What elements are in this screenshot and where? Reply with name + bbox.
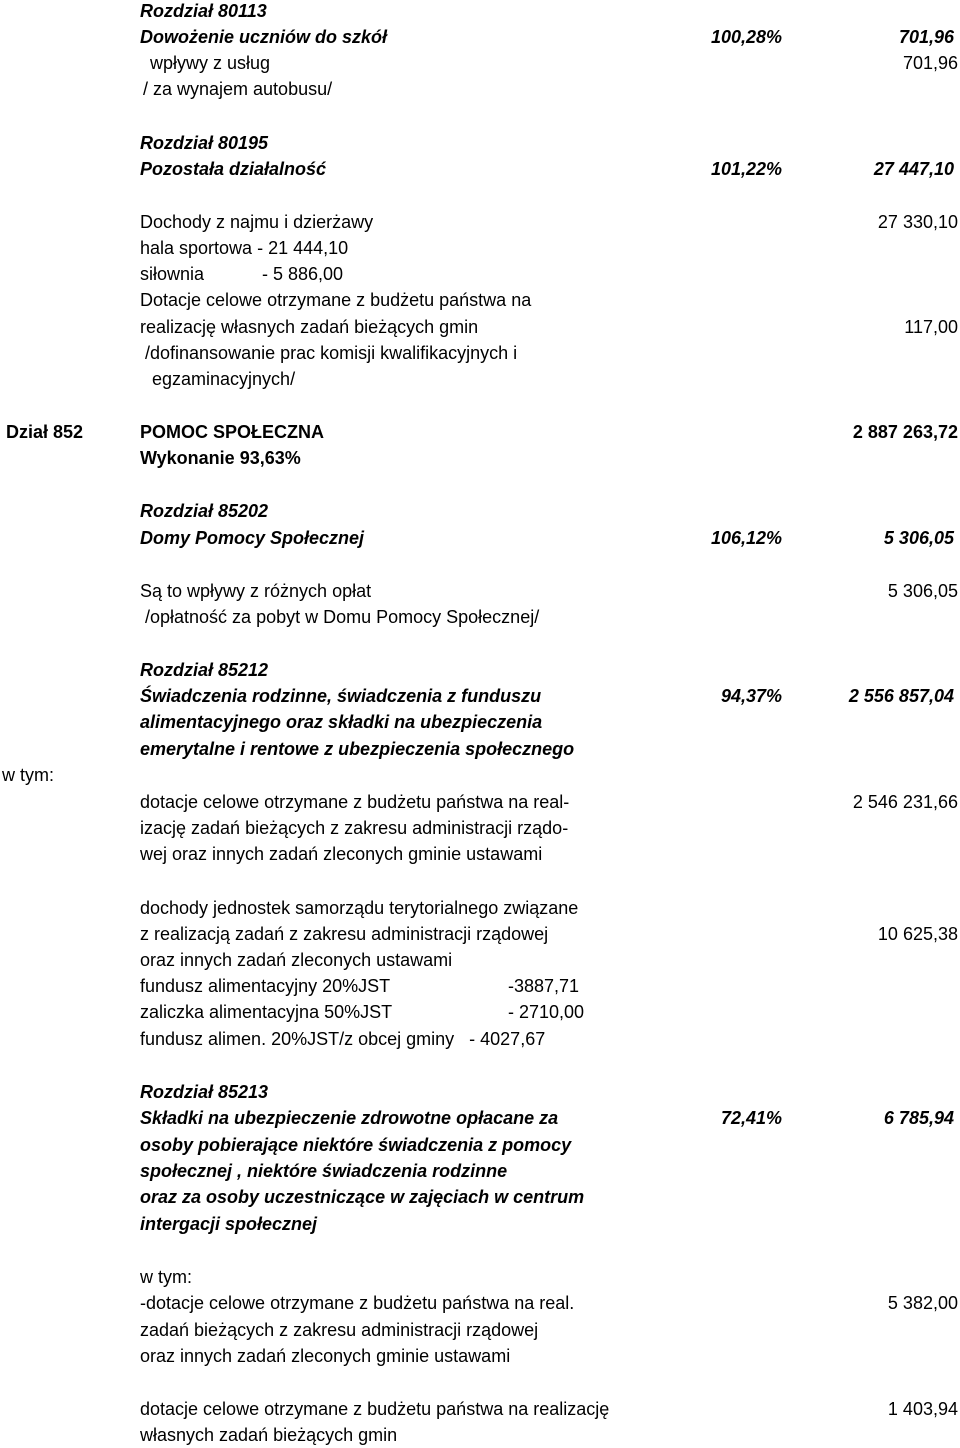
line-text: zaliczka alimentacyjna 50%JST: [140, 1002, 393, 1022]
line-value: 117,00: [904, 317, 958, 337]
line-value: 10 625,38: [877, 924, 958, 944]
line-text: Są to wpływy z różnych opłat: [140, 581, 372, 601]
section-heading: Rozdział 85213: [140, 1082, 269, 1102]
line-text: oraz innych zadań zleconych gminie ustawami: [140, 1346, 511, 1366]
line-value: 2 546 231,66: [852, 792, 958, 812]
section-heading: Rozdział 85202: [140, 501, 269, 521]
line-text: dotacje celowe otrzymane z budżetu państwa na realizację: [140, 1399, 610, 1419]
section-title: Świadczenia rodzinne, świadczenia z funduszu: [140, 686, 542, 706]
line-text: siłownia: [140, 264, 205, 284]
section-heading: Rozdział 80195: [140, 133, 269, 153]
line-text: zadań bieżących z zakresu administracji rządowej: [140, 1320, 539, 1340]
section-total: 701,96: [898, 27, 954, 47]
division-label: Dział 852: [6, 422, 84, 442]
line-text: własnych zadań bieżących gmin: [140, 1425, 398, 1445]
line-text: z realizacją zadań z zakresu administracji rządowej: [140, 924, 549, 944]
line-text: Dochody z najmu i dzierżawy: [140, 212, 374, 232]
section-title: Domy Pomocy Społecznej: [140, 528, 365, 548]
line-text: izację zadań bieżących z zakresu administracji rządo-: [140, 818, 569, 838]
line-text: wej oraz innych zadań zleconych gminie ustawami: [140, 844, 543, 864]
line-text: dotacje celowe otrzymane z budżetu państwa na real-: [140, 792, 570, 812]
section-percent: 106,12%: [710, 528, 782, 548]
line-text: -3887,71: [508, 976, 580, 996]
section-heading: Rozdział 85212: [140, 660, 269, 680]
section-total: 5 306,05: [883, 528, 954, 548]
line-text: /opłatność za pobyt w Domu Pomocy Społecznej/: [145, 607, 540, 627]
line-value: 27 330,10: [877, 212, 958, 232]
section-percent: 101,22%: [710, 159, 782, 179]
section-title: alimentacyjnego oraz składki na ubezpieczenia: [140, 712, 543, 732]
section-total: 6 785,94: [883, 1108, 954, 1128]
section-heading: Rozdział 80113: [140, 1, 267, 21]
section-title: intergacji społecznej: [140, 1214, 318, 1234]
w-tym-label: w tym:: [140, 1267, 192, 1287]
division-title: POMOC SPOŁECZNA: [140, 422, 325, 442]
line-value: 5 382,00: [887, 1293, 958, 1313]
line-text: egzaminacyjnych/: [152, 369, 296, 389]
line-text: -dotacje celowe otrzymane z budżetu państwa na real.: [140, 1293, 575, 1313]
line-text: dochody jednostek samorządu terytorialnego związane: [140, 898, 579, 918]
section-percent: 72,41%: [720, 1108, 782, 1128]
w-tym-label: w tym:: [2, 765, 54, 785]
line-text: fundusz alimen. 20%JST/z obcej gminy - 4027,67: [140, 1029, 546, 1049]
line-text: fundusz alimentacyjny 20%JST: [140, 976, 391, 996]
section-title: Składki na ubezpieczenie zdrowotne opłacane za: [140, 1108, 559, 1128]
division-execution: Wykonanie 93,63%: [140, 448, 301, 468]
section-total: 2 556 857,04: [848, 686, 954, 706]
line-text: Dotacje celowe otrzymane z budżetu państwa na: [140, 290, 532, 310]
section-title: Pozostała działalność: [140, 159, 327, 179]
line-text: realizację własnych zadań bieżących gmin: [140, 317, 479, 337]
section-title: osoby pobierające niektóre świadczenia z pomocy: [140, 1135, 572, 1155]
line-value: 701,96: [902, 53, 958, 73]
line-text: - 2710,00: [508, 1002, 585, 1022]
line-text: wpływy z usług: [150, 53, 271, 73]
section-title: społecznej , niektóre świadczenia rodzinne: [140, 1161, 508, 1181]
line-text: oraz innych zadań zleconych ustawami: [140, 950, 453, 970]
line-value: 1 403,94: [887, 1399, 958, 1419]
line-text: - 5 886,00: [262, 264, 344, 284]
division-total: 2 887 263,72: [852, 422, 958, 442]
section-title: oraz za osoby uczestniczące w zajęciach w centrum: [140, 1187, 585, 1207]
line-text: / za wynajem autobusu/: [143, 79, 333, 99]
section-percent: 94,37%: [720, 686, 782, 706]
line-value: 5 306,05: [887, 581, 958, 601]
section-percent: 100,28%: [710, 27, 782, 47]
section-title: Dowożenie uczniów do szkół: [140, 27, 388, 47]
line-text: hala sportowa - 21 444,10: [140, 238, 349, 258]
section-title: emerytalne i rentowe z ubezpieczenia społecznego: [140, 739, 575, 759]
line-text: /dofinansowanie prac komisji kwalifikacyjnych i: [145, 343, 518, 363]
section-total: 27 447,10: [873, 159, 954, 179]
